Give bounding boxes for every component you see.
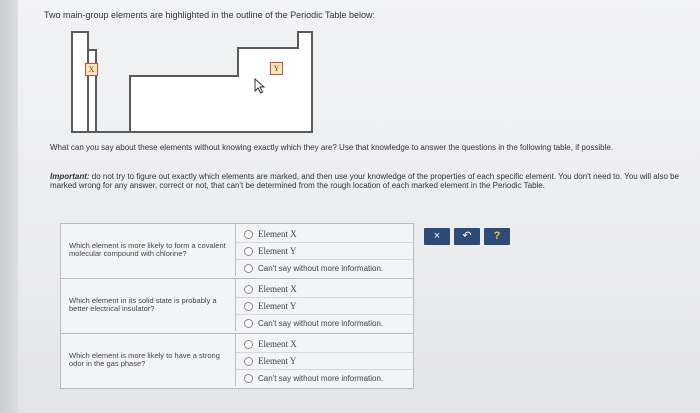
option-label: Can't say without more information. [258,373,384,383]
options-cell [236,334,413,388]
option-cant-say[interactable] [236,260,413,276]
element-y-marker: Y [270,62,283,75]
radio-button[interactable] [244,357,253,366]
option-label: Element X [258,229,297,239]
intro-text: Two main-group elements are highlighted in the outline of the Periodic Table below: [44,10,376,20]
option-label: Element X [258,284,297,294]
radio-button[interactable] [244,340,253,349]
help-button[interactable] [484,228,510,245]
option-label: Element Y [258,356,297,366]
important-label: Important: [50,172,90,181]
option-label: Can't say without more information. [258,263,384,273]
radio-button[interactable] [244,264,253,273]
option-element-y[interactable] [236,353,413,370]
help-icon: ? [493,230,501,242]
row-question: Which element is more likely to have a strong odor in the gas phase? [61,334,236,386]
element-x-marker: X [85,63,98,76]
option-label: Element X [258,339,297,349]
option-element-y[interactable] [236,243,413,260]
row-question: Which element is more likely to form a covalent molecular compound with chlorine? [61,224,236,276]
option-element-x[interactable] [236,336,413,353]
radio-button[interactable] [244,374,253,383]
undo-icon: ↶ [462,230,472,242]
option-cant-say[interactable] [236,370,413,386]
clear-button[interactable] [424,228,450,245]
table-row [61,334,413,388]
option-element-y[interactable] [236,298,413,315]
option-element-x[interactable] [236,281,413,298]
options-cell [236,279,413,333]
question-table [60,223,414,389]
radio-button[interactable] [244,302,253,311]
left-edge-shadow [0,0,18,413]
important-body: do not try to figure out exactly which elements are marked, and then use your knowledge of the properties of each specific element. You don't need to. You will also be marked wrong for any answer, correct or not, that can't be determined from the rough location of each marked element in the Periodic Table. [50,172,680,190]
periodic-table-outline-svg [60,26,320,138]
radio-button[interactable] [244,247,253,256]
undo-button[interactable] [454,228,480,245]
question-text: What can you say about these elements without knowing exactly which they are? Use that knowledge to answer the questions in the following table, if possible. [50,143,613,152]
close-icon: × [433,230,441,242]
mouse-pointer-icon [254,78,266,99]
important-note [50,172,700,190]
option-label: Can't say without more information. [258,318,384,328]
option-label: Element Y [258,246,297,256]
option-label: Element Y [258,301,297,311]
option-element-x[interactable] [236,226,413,243]
row-question: Which element in its solid state is probably a better electrical insulator? [61,279,236,331]
option-cant-say[interactable] [236,315,413,331]
radio-button[interactable] [244,319,253,328]
radio-button[interactable] [244,285,253,294]
periodic-table-outline [60,26,320,138]
table-row [61,224,413,279]
options-cell [236,224,413,278]
radio-button[interactable] [244,230,253,239]
table-row [61,279,413,334]
